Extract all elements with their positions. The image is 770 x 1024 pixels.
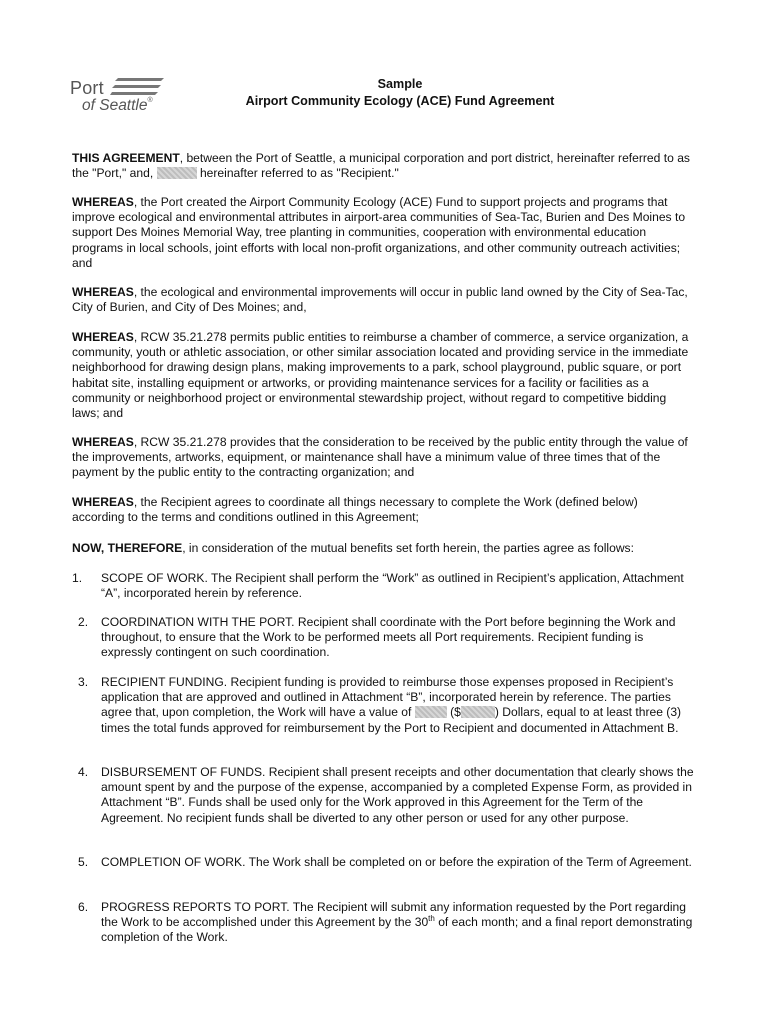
whereas-paragraph-4: WHEREAS, RCW 35.21.278 provides that the consideration to be received by the public entity through the value of the improvements, artworks, equipment, or maintenance shall have a minimum value of three times that of the payment by the public entity to the contracting organization; and (72, 435, 688, 480)
whereas-paragraph-5: WHEREAS, the Recipient agrees to coordinate all things necessary to complete the Work (defined below) according to the terms and conditions outlined in this Agreement; (72, 495, 638, 525)
title-line-2: Airport Community Ecology (ACE) Fund Agreement (245, 94, 555, 108)
whereas-paragraph-3: WHEREAS, RCW 35.21.278 permits public entities to reimburse a chamber of commerce, a service organization, a community, youth or athletic association, or other similar association located and providing service in the immediate neighborhood for drawing design plans, making improvements to a park, school playground, public square, or port habitat site, installing equipment or artworks, or providing maintenance services for a facility or facilities as a community or neighborhood project or environmental stewardship project, without regard to competitive bidding laws; and (72, 330, 689, 421)
logo-seattle-text: of Seattle® (82, 97, 153, 114)
whereas-paragraph-1: WHEREAS, the Port created the Airport Community Ecology (ACE) Fund to support projects and programs that improve ecological and environmental attributes in airport-area communities of Sea-Tac, Burien and Des Moines to support Des Moines Memorial Way, tree planting in communities, cooperation with environmental education programs in local schools, joint efforts with local non-profit organizations, and other community outreach activities; and (72, 195, 686, 270)
title-line-1: Sample (377, 77, 423, 91)
document-title (0, 76, 770, 110)
redacted-value-words (415, 706, 447, 718)
agreement-intro-paragraph: THIS AGREEMENT, between the Port of Seattle, a municipal corporation and port district, hereinafter referred to as the "Port," and, hereinafter referred to as "Recipient." (72, 151, 690, 181)
redacted-value-amount (461, 706, 495, 718)
now-therefore-paragraph: NOW, THEREFORE, in consideration of the mutual benefits set forth herein, the parties agree as follows: (72, 541, 634, 555)
redacted-recipient-name (157, 167, 197, 179)
logo-port-text: Port (70, 78, 104, 98)
whereas-paragraph-2: WHEREAS, the ecological and environmental improvements will occur in public land owned by the City of Sea-Tac, City of Burien, and City of Des Moines; and, (72, 285, 688, 315)
